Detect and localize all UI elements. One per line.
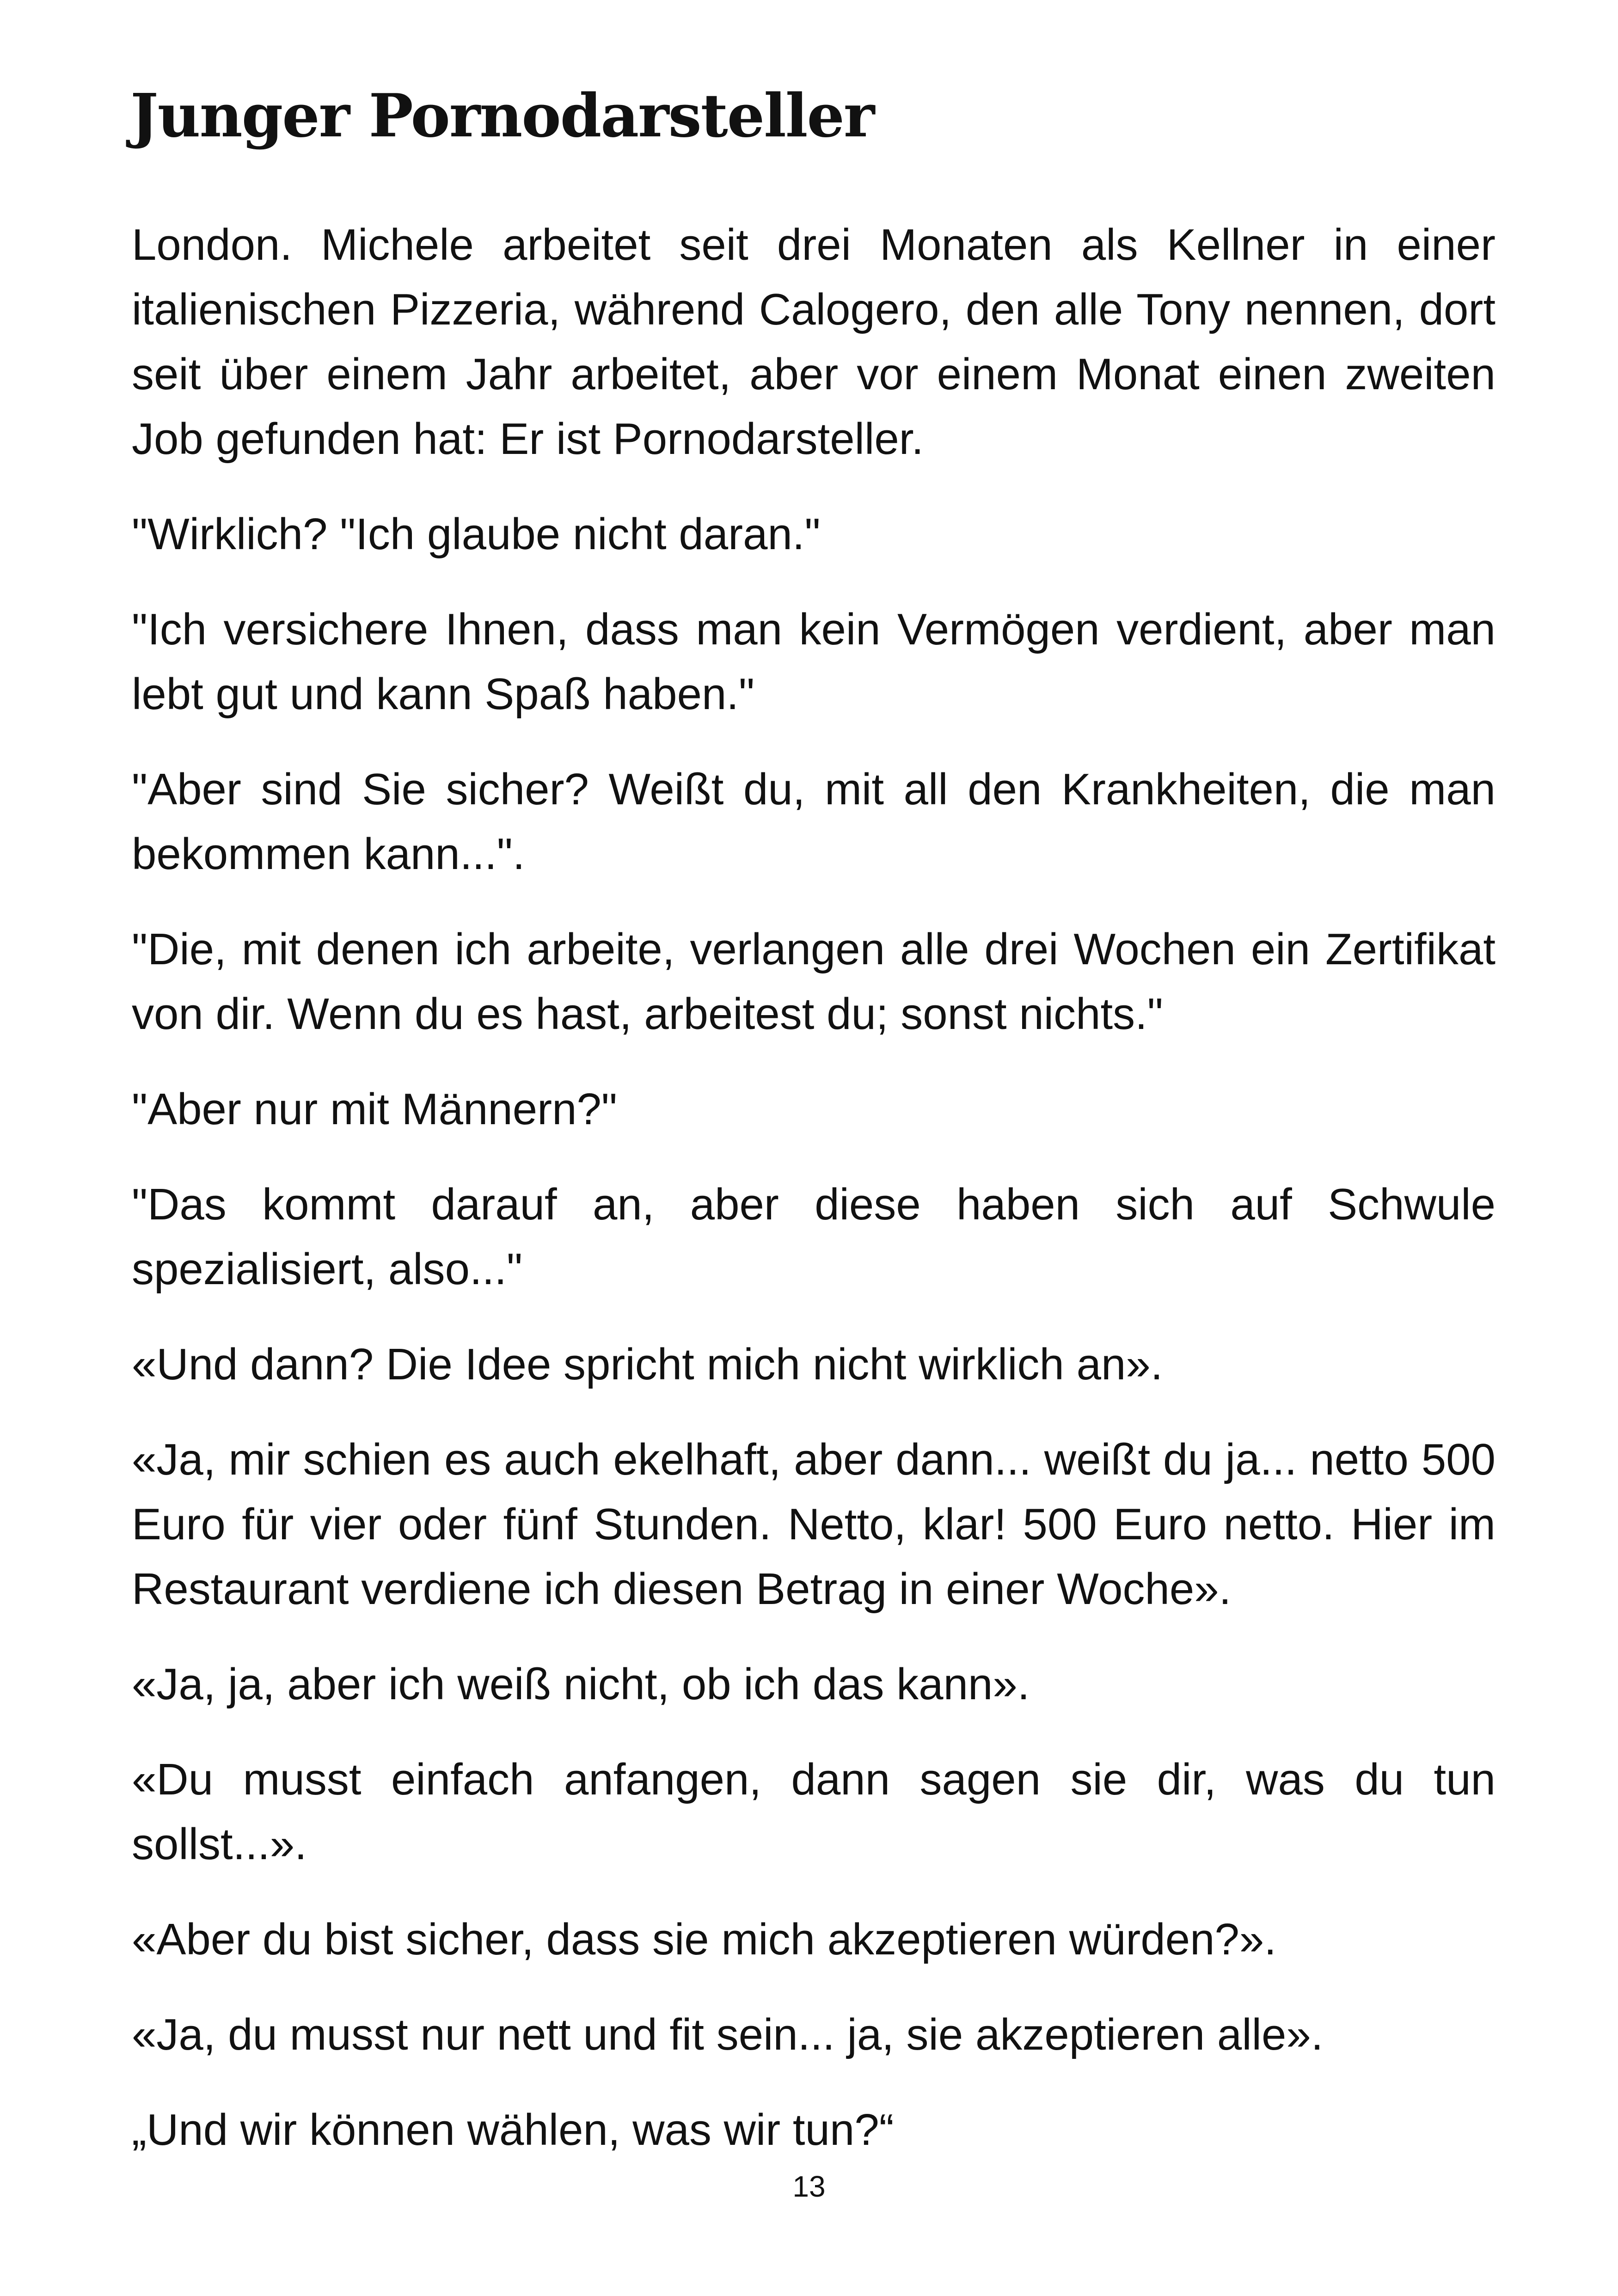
paragraph: "Aber sind Sie sicher? Weißt du, mit all den Krankheiten, die man bekommen kann...". — [132, 765, 1495, 879]
paragraph: «Aber du bist sicher, dass sie mich akzeptieren würden?». — [132, 1915, 1276, 1964]
paragraph: «Du musst einfach anfangen, dann sagen sie dir, was du tun sollst...». — [132, 1755, 1495, 1869]
paragraph: London. Michele arbeitet seit drei Monaten als Kellner in einer italienischen Pizzeria, während Calogero, den alle Tony nennen, dort seit über einem Jahr arbeitet, aber vor einem Monat einen zweiten Job gefunden hat: Er ist Pornodarsteller. — [132, 220, 1495, 464]
paragraph: «Ja, mir schien es auch ekelhaft, aber dann... weißt du ja... netto 500 Euro für vier oder fünf Stunden. Netto, klar! 500 Euro netto. Hier im Restaurant verdiene ich diesen Betrag in einer Woche». — [132, 1435, 1495, 1614]
paragraph: "Das kommt darauf an, aber diese haben sich auf Schwule spezialisiert, also..." — [132, 1180, 1495, 1294]
page-title: Junger Pornodarsteller — [130, 81, 874, 151]
paragraph: "Wirklich? "Ich glaube nicht daran." — [132, 509, 821, 559]
body-text — [132, 213, 1495, 2193]
paragraph: «Ja, ja, aber ich weiß nicht, ob ich das kann». — [132, 1659, 1030, 1709]
paragraph: "Die, mit denen ich arbeite, verlangen alle drei Wochen ein Zertifikat von dir. Wenn du es hast, arbeitest du; sonst nichts." — [132, 925, 1495, 1039]
paragraph: "Ich versichere Ihnen, dass man kein Vermögen verdient, aber man lebt gut und kann Spaß haben." — [132, 605, 1495, 719]
page-number: 13 — [792, 2170, 826, 2203]
paragraph: „Und wir können wählen, was wir tun?“ — [132, 2105, 894, 2155]
paragraph: "Aber nur mit Männern?" — [132, 1084, 617, 1134]
paragraph: «Und dann? Die Idee spricht mich nicht wirklich an». — [132, 1340, 1163, 1389]
paragraph: «Ja, du musst nur nett und fit sein... ja, sie akzeptieren alle». — [132, 2010, 1324, 2059]
